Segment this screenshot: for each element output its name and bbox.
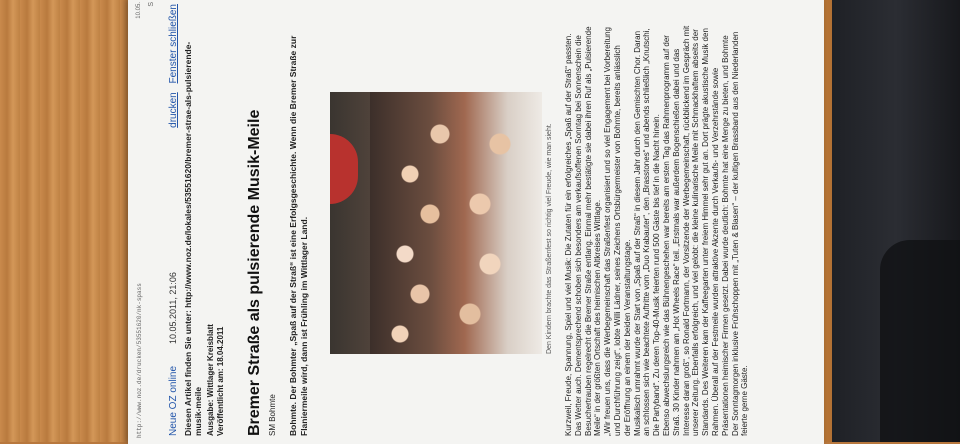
edition-label: Ausgabe: Wittlager Kreisblatt	[206, 324, 215, 436]
children-crowd-image	[370, 92, 542, 354]
body-line: Meile“ in der größten Ortschaft des heimischen Altkreises Wittlage.	[593, 199, 603, 436]
dark-chair-shape	[880, 240, 960, 442]
body-line: feierte gerne Gäste.	[740, 365, 750, 436]
body-line: Standards. Des Weiteren kam der Kaffeegarten unter freiem Himmel sehr gut an. Dort prägte akustische Musik den	[701, 28, 711, 436]
article-photo	[330, 92, 542, 354]
print-link[interactable]: drucken	[168, 92, 179, 128]
body-line: Kurzweil, Freude, Spannung, Spiel und viel Musik: Die Zutaten für ein erfolgreiches „Spaß auf der Straß“ passten.	[564, 33, 573, 436]
page-corner-text: S	[148, 2, 155, 7]
print-toolbar	[168, 4, 179, 134]
print-header-date: 10.05.	[136, 2, 142, 19]
wooden-table-left	[0, 0, 140, 442]
body-line: Das Wetter auch. Dementsprechend schoben sich besonders am verkaufsoffenen Sonntag bei Sonnenschein die	[573, 35, 583, 436]
body-line: Rahmen. Überall auf der Festmeile wurden attraktive Akzente durch Verkaufs- und Verzehrstände sowie	[710, 67, 720, 436]
body-line: Ebenso abwechslungsreich wie das Bühnengeschehen war bereits am ersten Tag das Rahmenprogramm auf der	[661, 35, 671, 436]
body-line: der Eröffnung an einem der beiden Veranstaltungstage.	[622, 239, 632, 436]
article-lead: Bohmte. Der Bohmter „Spaß auf der Straß“ ist eine Erfolgsgeschichte. Wenn die Bremer Straße zur Flaniermeile wird, dann ist Frühling im Wittlager Land.	[288, 35, 309, 436]
brand-logo-text[interactable]: Neue OZ online	[168, 365, 179, 436]
print-header-url: http://www.noz.de/drucken/53551620/nk-spass	[136, 283, 143, 438]
body-line: Präsentationen heimischer Firmen gesetzt. Dabei wurde deutlich: Bohmte hat eine Menge zu bieten, und Bohmte	[720, 35, 730, 436]
article-body	[564, 0, 750, 436]
article-meta	[206, 324, 225, 436]
body-line: unserer Zeitung. Ebenfalls erfolgreich, und viel gelobt: die kleine kulinarische Meile mit Schmackhaftem abseits der	[691, 29, 701, 436]
body-line: Interesse daran groß“, so Ronald Fortmann, der Vorsitzende der Werbegemeinschaft, rückblickend im Gespräch mit	[681, 25, 691, 436]
body-line: Besuchertrauben regelrecht die Bremer Straße entlang. Einmal mehr bestätigte sie dabei ihren Ruf als „Pulsierende	[583, 26, 593, 436]
article-source-url: Diesen Artikel finden Sie unter: http://www.noz.de/lokales/53551620/bremer-strae-als-pulsierende-musik-meile	[183, 41, 203, 436]
published-label: Veröffentlicht am: 18.04.2011	[215, 326, 225, 436]
body-line: „Wir freuen uns, dass die Werbegemeinschaft das Straßenfest organisiert und so viel Engagement bei Vorbereitung	[603, 27, 613, 436]
publication-date: 10.05.2011, 21:06	[168, 272, 178, 344]
body-line: Straß. 30 Kinder nahmen am „Hot Wheels Race“ teil. „Erstmals war außerdem Bogenschießen dabei und das	[671, 48, 681, 436]
article-headline: Bremer Straße als pulsierende Musik-Meile	[246, 109, 263, 436]
photo-caption: Den Kindern brachte das Straßenfest so richtig viel Freude, wie man sieht.	[546, 123, 553, 354]
body-line: Die Partyband“. Zu deren Top-40-Musik feierten rund 500 Gäste bis tief in die Nacht hinein.	[652, 114, 662, 436]
article-author: SM Bohmte	[268, 394, 277, 436]
body-line: und Durchführung zeigt“, lobte Willi Lädner, seines Zeichens Ortsbürgermeister von Bohmte, bereits anlässlich	[612, 45, 622, 436]
red-umbrella-shape	[330, 134, 358, 204]
printed-page	[128, 0, 824, 444]
body-line: Musikalisch umrahmt wurde der Start von „Spaß auf der Straß“ in diesem Jahr durch den Gemischten Chor. Daran	[632, 30, 642, 436]
body-line: Der Sonntagmorgen inklusive Frühschoppen mit „Tuten & Blasen“ – der kultigen Brassband aus den Niederlanden	[730, 31, 740, 436]
rotated-page-content	[128, 0, 824, 444]
close-window-link[interactable]: Fenster schließen	[168, 4, 179, 84]
body-line: an schlossen sich wie beachtete Auftritte vom „Duo Krabauter“, den „Brasstones“ und abends schließlich „Knutschi,	[642, 28, 652, 436]
